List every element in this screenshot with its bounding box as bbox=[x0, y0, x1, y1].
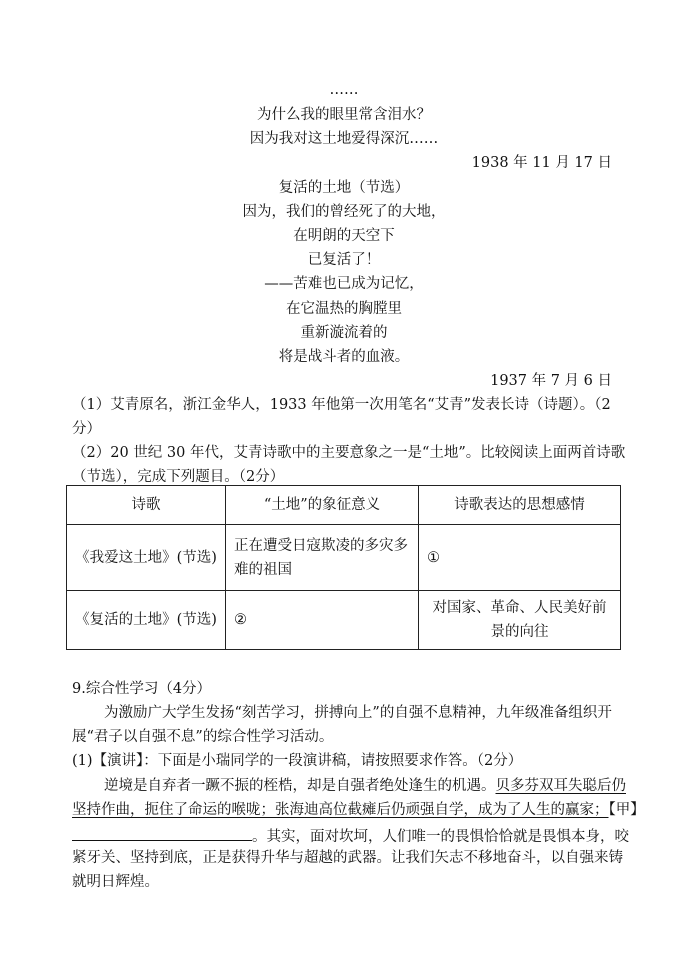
table-cell-answer-blank: ② bbox=[226, 591, 419, 650]
question-2-text: （2）20 世纪 30 年代，艾青诗歌中的主要意象之一是“土地”。比较阅读上面两首诗歌 bbox=[72, 445, 626, 461]
subquestion-speech: (1)【演讲】：下面是小瑞同学的一段演讲稿，请按照要求作答。（2分） bbox=[72, 753, 523, 769]
question-2-text: （节选），完成下列题目。（2分） bbox=[72, 469, 285, 485]
poem2-line: 重新漩流着的 bbox=[300, 325, 388, 341]
poem2-line: 因为，我们的曾经死了的大地， bbox=[242, 204, 446, 220]
poem2-line: 在它温热的胸膛里 bbox=[286, 301, 402, 317]
question-1-text: 分） bbox=[72, 421, 101, 437]
speech-paragraph-line: 紧牙关、坚持到底，正是获得升华与超越的武器。让我们矢志不移地奋斗，以自强来铸 bbox=[72, 850, 623, 866]
section-9-intro: 为激励广大学生发扬“刻苦学习，拼搏向上”的自强不息精神，九年级准备组织开 bbox=[104, 705, 612, 721]
speech-paragraph-line bbox=[72, 823, 629, 848]
speech-paragraph-line: 就明日辉煌。 bbox=[72, 874, 159, 890]
table-header-cell: 诗歌表达的思想感情 bbox=[419, 486, 621, 525]
section-9-title: 9.综合性学习（4分） bbox=[72, 681, 212, 697]
speech-underlined-text: 贝多芬双耳失聪后仍 bbox=[495, 778, 626, 794]
poem1-line: 因为我对这土地爱得深沉…… bbox=[249, 131, 439, 147]
table-cell-meaning: 正在遭受日寇欺凌的多灾多难的祖国 bbox=[226, 525, 419, 591]
question-1-text: （1）艾青原名，浙江金华人，1933 年他第一次用笔名“艾青”发表长诗（诗题）。（2 bbox=[72, 397, 611, 413]
poem2-line: 已复活了！ bbox=[307, 252, 381, 268]
table-header-row bbox=[67, 486, 621, 525]
speech-paragraph-line bbox=[72, 799, 645, 821]
speech-paragraph-line bbox=[104, 775, 626, 797]
table-cell-feeling: 对国家、革命、人民美好前景的向往 bbox=[419, 591, 621, 650]
speech-marker: 【甲】 bbox=[608, 802, 645, 818]
table-row bbox=[67, 591, 621, 650]
speech-underlined-text: 坚持作曲，扼住了命运的喉咙；张海迪高位截瘫后仍顽强自学，成为了人生的赢家； bbox=[72, 802, 609, 818]
poem1-ellipsis: …… bbox=[329, 82, 359, 98]
table-cell-poem: 《我爱这土地》(节选) bbox=[67, 525, 226, 591]
poem2-title: 复活的土地（节选） bbox=[278, 180, 410, 196]
poem2-line: ——苦难也已成为记忆， bbox=[264, 276, 424, 292]
speech-text: 。其实，面对坎坷，人们唯一的畏惧恰恰就是畏惧本身，咬 bbox=[252, 829, 629, 845]
table-cell-poem: 《复活的土地》(节选) bbox=[67, 591, 226, 650]
section-9-intro: 展“君子以自强不息”的综合性学习活动。 bbox=[72, 729, 334, 745]
table-header-cell: “土地”的象征意义 bbox=[226, 486, 419, 525]
poem1-date: 1938 年 11 月 17 日 bbox=[471, 155, 612, 171]
table-cell-answer-blank: ① bbox=[419, 525, 621, 591]
comparison-table bbox=[66, 485, 621, 650]
table-header-cell: 诗歌 bbox=[67, 486, 226, 525]
poem2-line: 将是战斗者的血液。 bbox=[278, 349, 410, 365]
poem1-line: 为什么我的眼里常含泪水？ bbox=[257, 107, 431, 123]
answer-blank[interactable] bbox=[72, 823, 252, 841]
speech-text: 逆境是自弃者一蹶不振的桎梏，却是自强者绝处逢生的机遇。 bbox=[104, 778, 496, 794]
poem2-line: 在明朗的天空下 bbox=[293, 228, 395, 244]
poem2-date: 1937 年 7 月 6 日 bbox=[490, 373, 612, 389]
table-row bbox=[67, 525, 621, 591]
